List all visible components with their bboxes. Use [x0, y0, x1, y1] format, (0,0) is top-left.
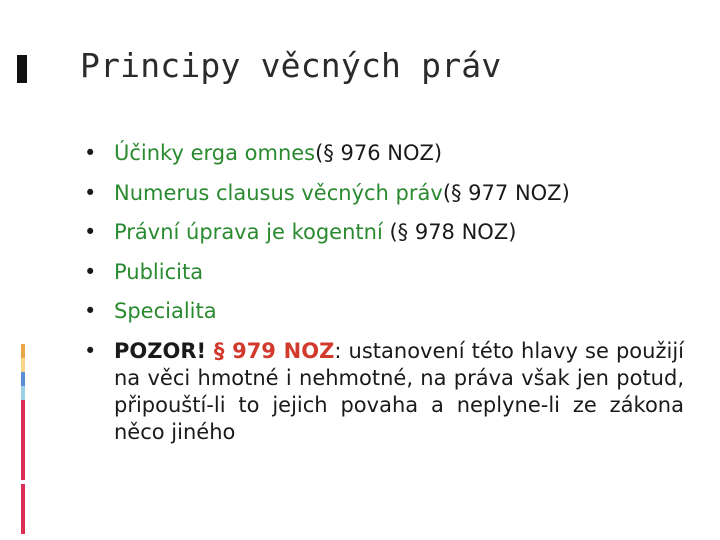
title-accent-bar [17, 55, 27, 83]
bullet-icon: • [84, 141, 97, 165]
bullet-highlight: Účinky erga omnes [114, 141, 316, 165]
left-accent-strip [21, 344, 25, 534]
bullet-list [84, 140, 684, 458]
bullet-icon: • [84, 220, 97, 244]
bullet-highlight: Specialita [114, 299, 217, 323]
slide-title: Principy věcných práv [80, 46, 502, 85]
bullet-highlight: Numerus clausus věcných práv [114, 180, 443, 205]
bullet-reference: (§ 977 NOZ) [442, 180, 570, 205]
list-item [84, 140, 684, 167]
list-item [84, 298, 684, 325]
bullet-icon: • [84, 180, 97, 205]
list-item [84, 259, 684, 286]
bullet-icon: • [84, 299, 97, 323]
bullet-reference: (§ 978 NOZ) [382, 220, 517, 244]
bullet-highlight: Právní úprava je kogentní [114, 220, 383, 244]
list-item [84, 338, 684, 446]
bullet-reference: (§ 976 NOZ) [315, 141, 443, 165]
list-item [84, 180, 684, 207]
provision-text: : ustanovení této hlavy se použijí na věci hmotné i nehmotné, na práva však jen potud, připouští-li to jejich povaha a neplyne-li ze zákona něco jiného [114, 338, 684, 444]
bullet-icon: • [84, 259, 97, 284]
list-item [84, 219, 684, 246]
bullet-icon: • [84, 338, 97, 363]
warning-label: POZOR! [114, 338, 207, 363]
bullet-highlight: Publicita [114, 259, 204, 284]
law-reference: § 979 NOZ [206, 338, 335, 363]
